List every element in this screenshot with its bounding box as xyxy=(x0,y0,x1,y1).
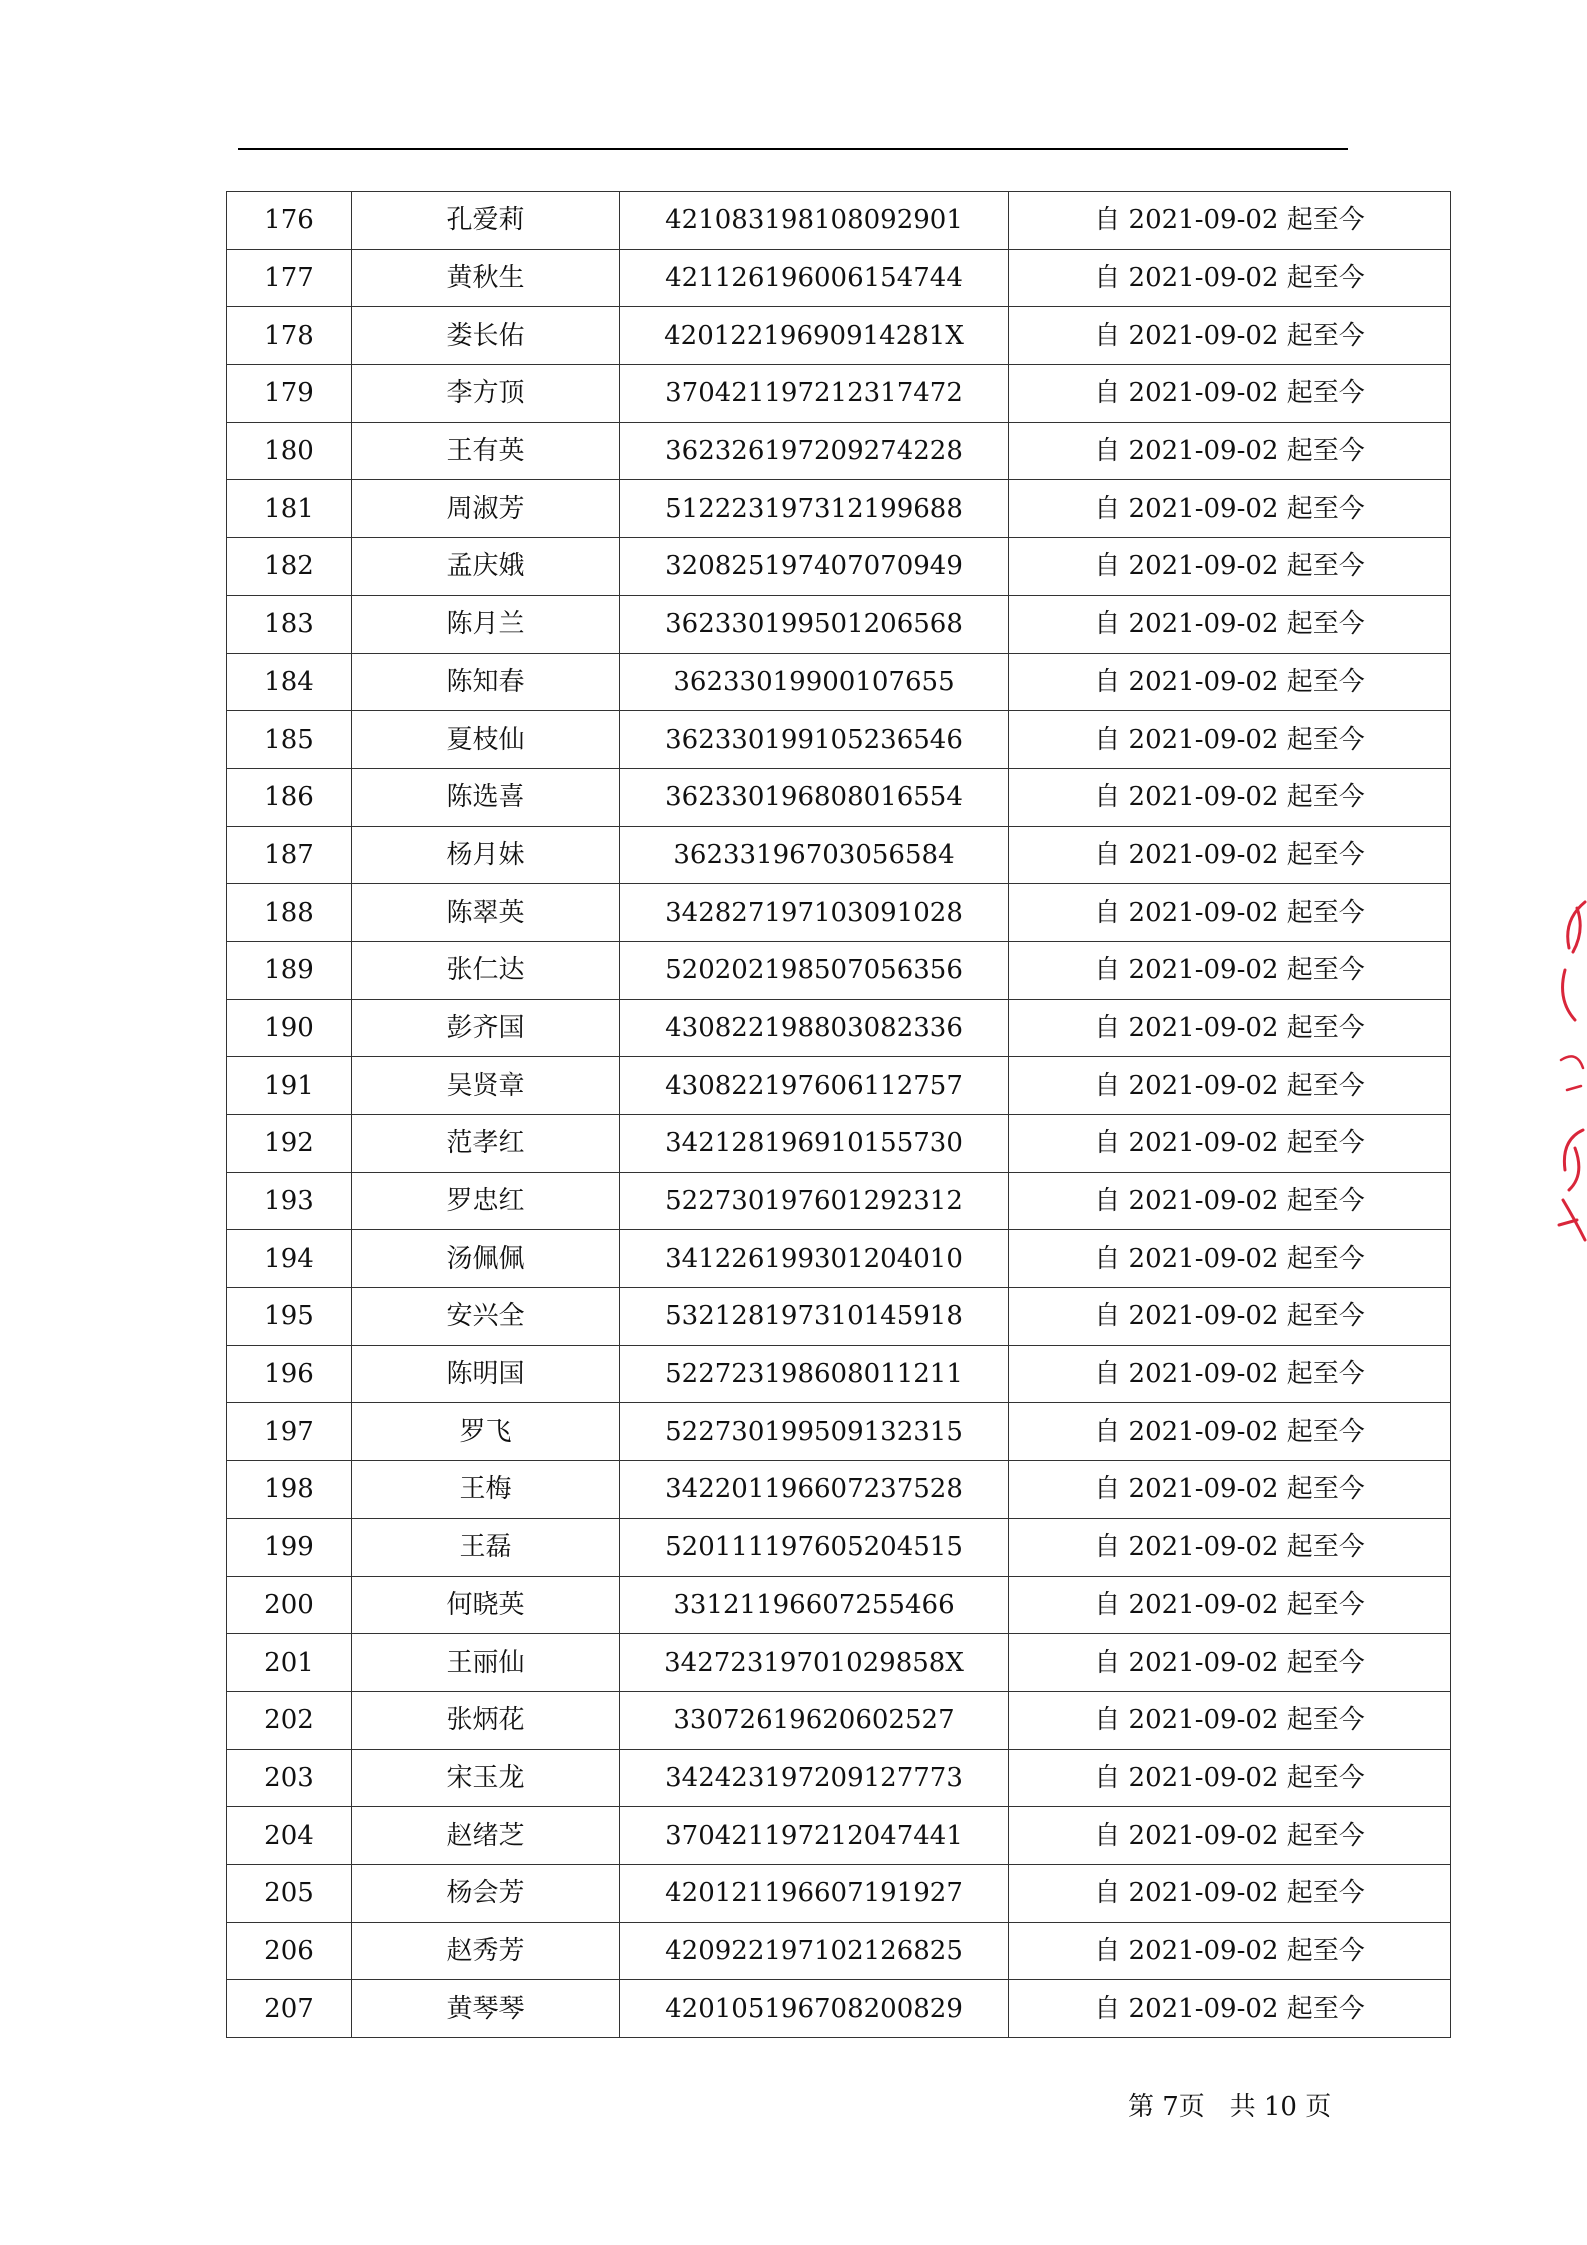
roster-table xyxy=(226,191,1451,2038)
table-row xyxy=(227,595,1451,653)
row-number: 189 xyxy=(227,941,352,999)
table-row xyxy=(227,1403,1451,1461)
person-name: 孟庆娥 xyxy=(352,538,620,596)
period: 自 2021-09-02 起至今 xyxy=(1009,1057,1451,1115)
period: 自 2021-09-02 起至今 xyxy=(1009,538,1451,596)
person-name: 罗飞 xyxy=(352,1403,620,1461)
table-row xyxy=(227,1980,1451,2038)
period: 自 2021-09-02 起至今 xyxy=(1009,1230,1451,1288)
page-number: 第 7页 xyxy=(1128,2092,1205,2122)
person-name: 赵绪芝 xyxy=(352,1807,620,1865)
row-number: 200 xyxy=(227,1576,352,1634)
table-row xyxy=(227,1518,1451,1576)
person-name: 黄秋生 xyxy=(352,249,620,307)
table-row xyxy=(227,422,1451,480)
id-number: 36233019900107655 xyxy=(620,653,1009,711)
table-row xyxy=(227,192,1451,250)
person-name: 杨月妹 xyxy=(352,826,620,884)
period: 自 2021-09-02 起至今 xyxy=(1009,999,1451,1057)
period: 自 2021-09-02 起至今 xyxy=(1009,249,1451,307)
id-number: 362330199105236546 xyxy=(620,711,1009,769)
person-name: 彭齐国 xyxy=(352,999,620,1057)
id-number: 532128197310145918 xyxy=(620,1288,1009,1346)
person-name: 罗忠红 xyxy=(352,1172,620,1230)
person-name: 汤佩佩 xyxy=(352,1230,620,1288)
table-row xyxy=(227,884,1451,942)
row-number: 193 xyxy=(227,1172,352,1230)
row-number: 186 xyxy=(227,768,352,826)
period: 自 2021-09-02 起至今 xyxy=(1009,1345,1451,1403)
person-name: 宋玉龙 xyxy=(352,1749,620,1807)
row-number: 198 xyxy=(227,1461,352,1519)
id-number: 362330199501206568 xyxy=(620,595,1009,653)
table-row xyxy=(227,1461,1451,1519)
table-row xyxy=(227,249,1451,307)
row-number: 195 xyxy=(227,1288,352,1346)
id-number: 512223197312199688 xyxy=(620,480,1009,538)
id-number: 430822198803082336 xyxy=(620,999,1009,1057)
id-number: 342201196607237528 xyxy=(620,1461,1009,1519)
row-number: 201 xyxy=(227,1634,352,1692)
person-name: 赵秀芳 xyxy=(352,1922,620,1980)
period: 自 2021-09-02 起至今 xyxy=(1009,826,1451,884)
table-row xyxy=(227,1057,1451,1115)
row-number: 188 xyxy=(227,884,352,942)
person-name: 周淑芳 xyxy=(352,480,620,538)
person-name: 何晓英 xyxy=(352,1576,620,1634)
person-name: 夏枝仙 xyxy=(352,711,620,769)
period: 自 2021-09-02 起至今 xyxy=(1009,192,1451,250)
period: 自 2021-09-02 起至今 xyxy=(1009,941,1451,999)
period: 自 2021-09-02 起至今 xyxy=(1009,653,1451,711)
header-rule xyxy=(238,148,1348,150)
period: 自 2021-09-02 起至今 xyxy=(1009,1980,1451,2038)
row-number: 197 xyxy=(227,1403,352,1461)
person-name: 张炳花 xyxy=(352,1691,620,1749)
period: 自 2021-09-02 起至今 xyxy=(1009,768,1451,826)
row-number: 183 xyxy=(227,595,352,653)
row-number: 196 xyxy=(227,1345,352,1403)
row-number: 199 xyxy=(227,1518,352,1576)
person-name: 黄琴琴 xyxy=(352,1980,620,2038)
person-name: 陈知春 xyxy=(352,653,620,711)
period: 自 2021-09-02 起至今 xyxy=(1009,1864,1451,1922)
page-footer xyxy=(1128,2086,1331,2123)
table-row xyxy=(227,307,1451,365)
period: 自 2021-09-02 起至今 xyxy=(1009,595,1451,653)
id-number: 33121196607255466 xyxy=(620,1576,1009,1634)
table-row xyxy=(227,1230,1451,1288)
row-number: 191 xyxy=(227,1057,352,1115)
person-name: 张仁达 xyxy=(352,941,620,999)
person-name: 孔爱莉 xyxy=(352,192,620,250)
id-number: 370421197212047441 xyxy=(620,1807,1009,1865)
period: 自 2021-09-02 起至今 xyxy=(1009,1172,1451,1230)
row-number: 194 xyxy=(227,1230,352,1288)
table-row xyxy=(227,1922,1451,1980)
id-number: 370421197212317472 xyxy=(620,365,1009,423)
row-number: 202 xyxy=(227,1691,352,1749)
table-row xyxy=(227,538,1451,596)
period: 自 2021-09-02 起至今 xyxy=(1009,480,1451,538)
row-number: 203 xyxy=(227,1749,352,1807)
table-row xyxy=(227,1634,1451,1692)
row-number: 190 xyxy=(227,999,352,1057)
person-name: 陈选喜 xyxy=(352,768,620,826)
person-name: 陈月兰 xyxy=(352,595,620,653)
period: 自 2021-09-02 起至今 xyxy=(1009,1403,1451,1461)
table-row xyxy=(227,768,1451,826)
table-row xyxy=(227,826,1451,884)
id-number: 522730197601292312 xyxy=(620,1172,1009,1230)
roster-table-body xyxy=(227,192,1451,2038)
period: 自 2021-09-02 起至今 xyxy=(1009,1288,1451,1346)
person-name: 陈明国 xyxy=(352,1345,620,1403)
id-number: 36233196703056584 xyxy=(620,826,1009,884)
id-number: 342827197103091028 xyxy=(620,884,1009,942)
id-number: 520111197605204515 xyxy=(620,1518,1009,1576)
period: 自 2021-09-02 起至今 xyxy=(1009,1576,1451,1634)
id-number: 421083198108092901 xyxy=(620,192,1009,250)
person-name: 吴贤章 xyxy=(352,1057,620,1115)
person-name: 李方顶 xyxy=(352,365,620,423)
period: 自 2021-09-02 起至今 xyxy=(1009,1691,1451,1749)
person-name: 陈翠英 xyxy=(352,884,620,942)
id-number: 520202198507056356 xyxy=(620,941,1009,999)
row-number: 181 xyxy=(227,480,352,538)
table-row xyxy=(227,1288,1451,1346)
table-row xyxy=(227,999,1451,1057)
row-number: 176 xyxy=(227,192,352,250)
row-number: 206 xyxy=(227,1922,352,1980)
row-number: 187 xyxy=(227,826,352,884)
row-number: 192 xyxy=(227,1115,352,1173)
row-number: 207 xyxy=(227,1980,352,2038)
period: 自 2021-09-02 起至今 xyxy=(1009,711,1451,769)
table-row xyxy=(227,1172,1451,1230)
period: 自 2021-09-02 起至今 xyxy=(1009,1115,1451,1173)
id-number: 342128196910155730 xyxy=(620,1115,1009,1173)
id-number: 42012219690914281X xyxy=(620,307,1009,365)
row-number: 184 xyxy=(227,653,352,711)
row-number: 178 xyxy=(227,307,352,365)
row-number: 182 xyxy=(227,538,352,596)
id-number: 421126196006154744 xyxy=(620,249,1009,307)
page-total: 共 10 页 xyxy=(1229,2092,1332,2122)
table-row xyxy=(227,1807,1451,1865)
period: 自 2021-09-02 起至今 xyxy=(1009,307,1451,365)
person-name: 王丽仙 xyxy=(352,1634,620,1692)
id-number: 522730199509132315 xyxy=(620,1403,1009,1461)
person-name: 范孝红 xyxy=(352,1115,620,1173)
person-name: 王有英 xyxy=(352,422,620,480)
table-row xyxy=(227,365,1451,423)
id-number: 430822197606112757 xyxy=(620,1057,1009,1115)
person-name: 王梅 xyxy=(352,1461,620,1519)
person-name: 安兴全 xyxy=(352,1288,620,1346)
id-number: 342423197209127773 xyxy=(620,1749,1009,1807)
table-row xyxy=(227,1115,1451,1173)
period: 自 2021-09-02 起至今 xyxy=(1009,884,1451,942)
row-number: 177 xyxy=(227,249,352,307)
period: 自 2021-09-02 起至今 xyxy=(1009,422,1451,480)
id-number: 420922197102126825 xyxy=(620,1922,1009,1980)
person-name: 杨会芳 xyxy=(352,1864,620,1922)
id-number: 341226199301204010 xyxy=(620,1230,1009,1288)
period: 自 2021-09-02 起至今 xyxy=(1009,1807,1451,1865)
id-number: 362330196808016554 xyxy=(620,768,1009,826)
person-name: 王磊 xyxy=(352,1518,620,1576)
official-seal-stamp xyxy=(1555,890,1587,1250)
table-row xyxy=(227,1749,1451,1807)
period: 自 2021-09-02 起至今 xyxy=(1009,1461,1451,1519)
id-number: 420105196708200829 xyxy=(620,1980,1009,2038)
id-number: 34272319701029858X xyxy=(620,1634,1009,1692)
table-row xyxy=(227,653,1451,711)
period: 自 2021-09-02 起至今 xyxy=(1009,365,1451,423)
table-row xyxy=(227,711,1451,769)
id-number: 362326197209274228 xyxy=(620,422,1009,480)
id-number: 320825197407070949 xyxy=(620,538,1009,596)
row-number: 185 xyxy=(227,711,352,769)
row-number: 205 xyxy=(227,1864,352,1922)
person-name: 娄长佑 xyxy=(352,307,620,365)
row-number: 179 xyxy=(227,365,352,423)
table-row xyxy=(227,941,1451,999)
period: 自 2021-09-02 起至今 xyxy=(1009,1518,1451,1576)
row-number: 204 xyxy=(227,1807,352,1865)
table-row xyxy=(227,480,1451,538)
period: 自 2021-09-02 起至今 xyxy=(1009,1922,1451,1980)
period: 自 2021-09-02 起至今 xyxy=(1009,1634,1451,1692)
table-row xyxy=(227,1576,1451,1634)
id-number: 522723198608011211 xyxy=(620,1345,1009,1403)
period: 自 2021-09-02 起至今 xyxy=(1009,1749,1451,1807)
table-row xyxy=(227,1691,1451,1749)
id-number: 33072619620602527 xyxy=(620,1691,1009,1749)
table-row xyxy=(227,1345,1451,1403)
id-number: 420121196607191927 xyxy=(620,1864,1009,1922)
row-number: 180 xyxy=(227,422,352,480)
table-row xyxy=(227,1864,1451,1922)
